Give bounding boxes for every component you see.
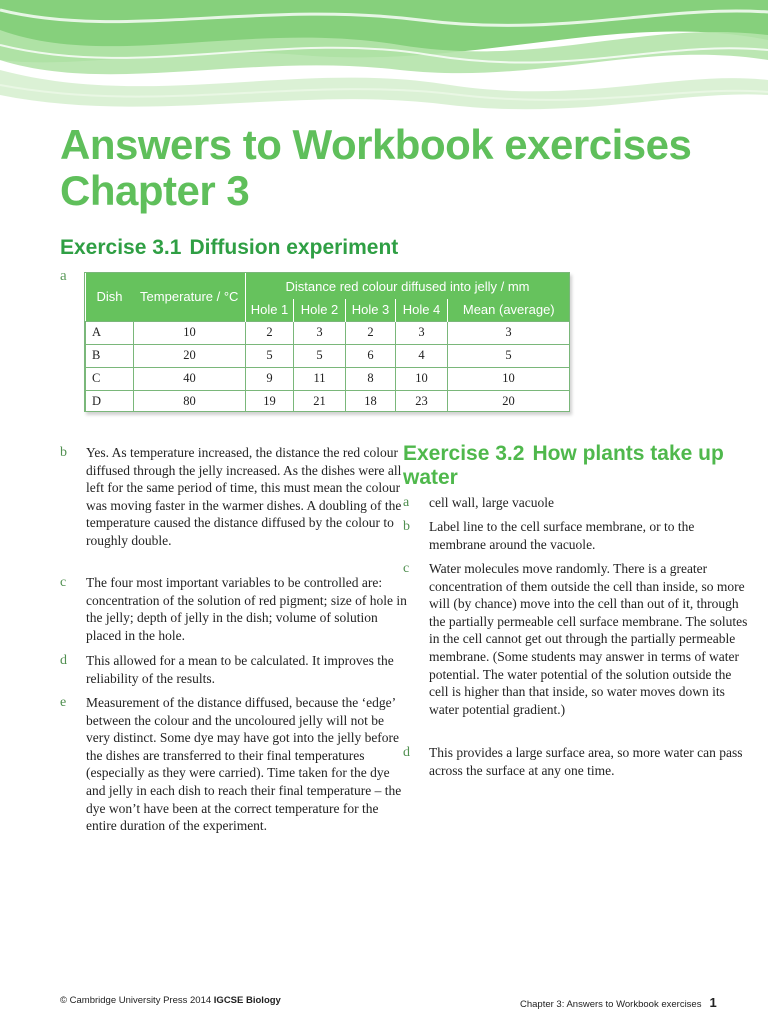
header-mean: Mean (average) (448, 299, 570, 321)
cell-temperature: 10 (134, 321, 246, 344)
cell-temperature: 20 (134, 344, 246, 367)
table-row (86, 344, 570, 367)
exercise-3-1-heading (60, 236, 398, 260)
cell-mean: 3 (448, 321, 570, 344)
answer-text: The four most important variables to be controlled are: concentration of the solution of red pigment; size of hole in the jelly; depth of jelly in the dish; volume of solution placed in the hole. (86, 575, 407, 643)
footer-publisher: © Cambridge University Press 2014 (60, 995, 212, 1006)
exercise-3-1-number: Exercise 3.1 (60, 236, 182, 259)
answer-3-1-c (60, 574, 410, 644)
header-hole-1: Hole 1 (246, 299, 294, 321)
footer-chapter (520, 995, 717, 1010)
table-row (86, 321, 570, 344)
cell-hole-3: 6 (346, 344, 396, 367)
answer-3-2-d (403, 744, 748, 779)
cell-hole-4: 3 (396, 321, 448, 344)
answer-letter: d (403, 745, 410, 760)
header-temperature: Temperature / °C (134, 273, 246, 321)
answer-3-1-e (60, 694, 410, 835)
answer-text: Measurement of the distance diffused, because the ‘edge’ between the colour and the uncoloured jelly will not be very distinct. Some dye may have got into the jelly before the dishes are transferred to their final temperatures (especially as they were carried). Time taken for the dye and jelly in each dish to reach their final temperature – the dye won’t have been at the correct temperature for the entire duration of the experiment. (86, 695, 402, 834)
cell-hole-1: 9 (246, 367, 294, 390)
cell-hole-4: 4 (396, 344, 448, 367)
cell-mean: 20 (448, 390, 570, 412)
cell-dish: A (86, 321, 134, 344)
results-table (84, 272, 570, 412)
cell-hole-1: 19 (246, 390, 294, 412)
title-line-1: Answers to Workbook exercises (60, 121, 692, 168)
answer-3-2-c (403, 560, 748, 718)
answer-text: Water molecules move randomly. There is a greater concentration of them outside the cell than inside, so more will (by chance) move into the cell than out of it, through the partially permeable cell surface membrane. The solutes in the cell cannot get out through the partially permeable membrane. (Some students may answer in terms of water potential. The water potential of the solution outside the cell is higher than that inside, so water moves down its water potential gradient.) (429, 561, 748, 717)
page-number: 1 (709, 995, 717, 1010)
answer-letter: d (60, 653, 67, 668)
answer-letter: b (403, 519, 410, 534)
cell-hole-2: 5 (294, 344, 346, 367)
answer-letter: b (60, 445, 67, 460)
answer-letter: e (60, 695, 67, 710)
footer-chapter-title: Chapter 3: Answers to Workbook exercises (520, 999, 702, 1010)
answer-letter: c (403, 561, 410, 576)
header-hole-2: Hole 2 (294, 299, 346, 321)
answer-letter: a (403, 495, 410, 510)
cell-hole-3: 8 (346, 367, 396, 390)
answer-text: This allowed for a mean to be calculated. It improves the reliability of the results. (86, 653, 394, 686)
table-row (86, 367, 570, 390)
page-title (60, 122, 691, 214)
cell-temperature: 80 (134, 390, 246, 412)
cell-dish: C (86, 367, 134, 390)
footer-copyright (60, 995, 281, 1006)
cell-temperature: 40 (134, 367, 246, 390)
answer-3-2-b (403, 518, 748, 553)
cell-mean: 5 (448, 344, 570, 367)
cell-hole-2: 21 (294, 390, 346, 412)
exercise-3-2-name: How plants take up water (403, 442, 724, 489)
header-hole-3: Hole 3 (346, 299, 396, 321)
item-a-label: a (60, 268, 67, 284)
answer-3-1-d (60, 652, 410, 687)
exercise-3-1-name: Diffusion experiment (189, 236, 399, 259)
footer-book: IGCSE Biology (213, 995, 281, 1006)
cell-hole-1: 2 (246, 321, 294, 344)
cell-hole-3: 18 (346, 390, 396, 412)
header-hole-4: Hole 4 (396, 299, 448, 321)
answer-3-1-b (60, 444, 410, 550)
title-line-2: Chapter 3 (60, 167, 250, 214)
cell-hole-2: 3 (294, 321, 346, 344)
header-distance-group: Distance red colour diffused into jelly / mm (246, 273, 570, 299)
header-dish: Dish (86, 273, 134, 321)
cell-hole-4: 10 (396, 367, 448, 390)
exercise-3-2-heading (403, 442, 733, 490)
answer-text: Label line to the cell surface membrane, or to the membrane around the vacuole. (429, 519, 695, 552)
cell-hole-3: 2 (346, 321, 396, 344)
cell-mean: 10 (448, 367, 570, 390)
answer-text: This provides a large surface area, so more water can pass across the surface at any one time. (429, 745, 743, 778)
cell-hole-2: 11 (294, 367, 346, 390)
answer-3-2-a (403, 494, 748, 512)
answer-letter: c (60, 575, 67, 590)
answer-text: cell wall, large vacuole (429, 495, 554, 510)
cell-dish: D (86, 390, 134, 412)
cell-dish: B (86, 344, 134, 367)
decorative-banner (0, 0, 768, 130)
table-row (86, 390, 570, 412)
cell-hole-4: 23 (396, 390, 448, 412)
answer-text: Yes. As temperature increased, the distance the red colour diffused through the jelly increased. As the dishes were all left for the same period of time, this must mean the colour was moving faster in the warmer dishes. A doubling of the temperature caused the distance diffused by the colour to roughly double. (86, 445, 402, 548)
exercise-3-2-number: Exercise 3.2 (403, 442, 525, 465)
cell-hole-1: 5 (246, 344, 294, 367)
